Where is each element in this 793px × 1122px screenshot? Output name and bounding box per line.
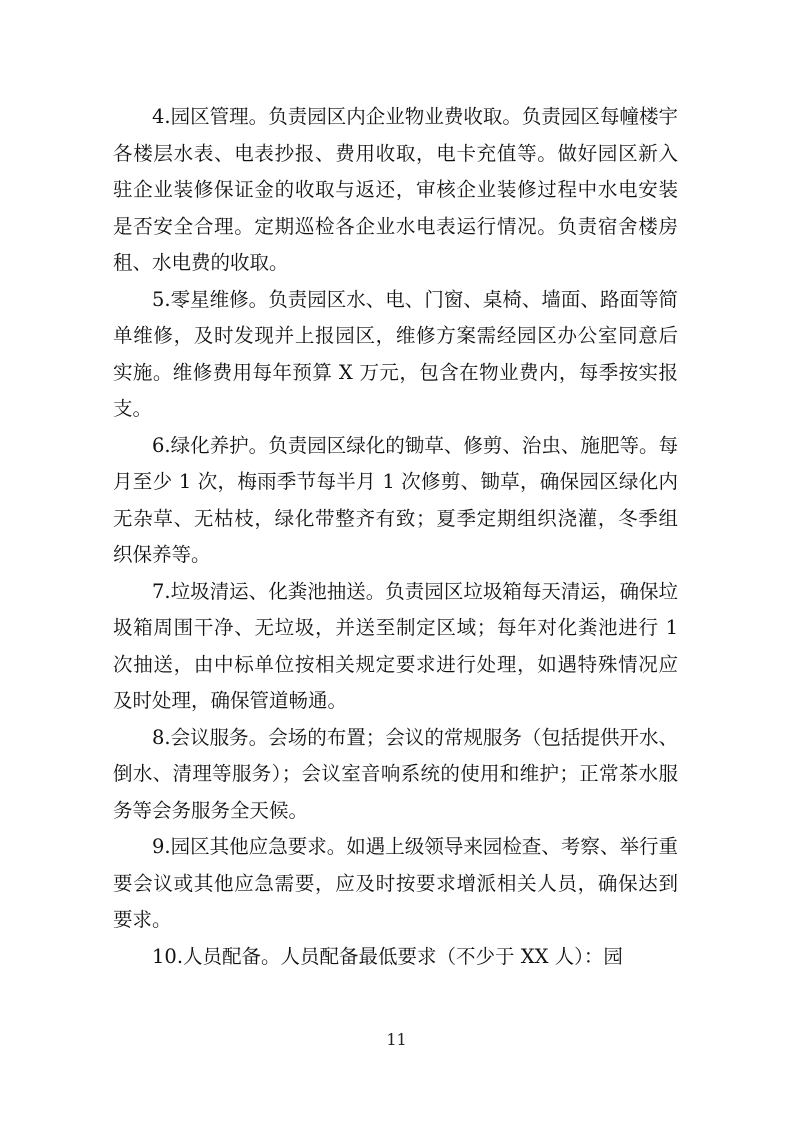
paragraph-meeting-service: 8.会议服务。会场的布置；会议的常规服务（包括提供开水、倒水、清理等服务）；会议室音响系统的使用和维护；正常茶水服务等会务服务全天候。: [113, 725, 678, 822]
page-number: 11: [386, 1030, 407, 1049]
paragraph-waste-removal: 7.垃圾清运、化粪池抽送。负责园区垃圾箱每天清运，确保垃圾箱周围干净、无垃圾，并送至制定区域；每年对化粪池进行 1 次抽送，由中标单位按相关规定要求进行处理，如遇特殊情况应及时处理，确保管道畅通。: [113, 579, 678, 712]
paragraph-greening-maintenance: 6.绿化养护。负责园区绿化的锄草、修剪、治虫、施肥等。每月至少 1 次，梅雨季节每半月 1 次修剪、锄草，确保园区绿化内无杂草、无枯枝，绿化带整齐有致；夏季定期组织浇灌，冬季组织保养等。: [113, 433, 678, 566]
paragraph-park-management: 4.园区管理。负责园区内企业物业费收取。负责园区每幢楼宇各楼层水表、电表抄报、费用收取，电卡充值等。做好园区新入驻企业装修保证金的收取与返还，审核企业装修过程中水电安装是否安全合理。定期巡检各企业水电表运行情况。负责宿舍楼房租、水电费的收取。: [113, 105, 678, 274]
document-body: [113, 99, 678, 975]
paragraph-minor-repairs: 5.零星维修。负责园区水、电、门窗、桌椅、墙面、路面等简单维修，及时发现并上报园区，维修方案需经园区办公室同意后实施。维修费用每年预算 X 万元，包含在物业费内，每季按实报支。: [113, 287, 678, 420]
paragraph-staffing: 10.人员配备。人员配备最低要求（不少于 XX 人）：园: [152, 944, 623, 968]
paragraph-emergency-requirements: 9.园区其他应急要求。如遇上级领导来园检查、考察、举行重要会议或其他应急需要，应及时按要求增派相关人员，确保达到要求。: [113, 835, 678, 931]
